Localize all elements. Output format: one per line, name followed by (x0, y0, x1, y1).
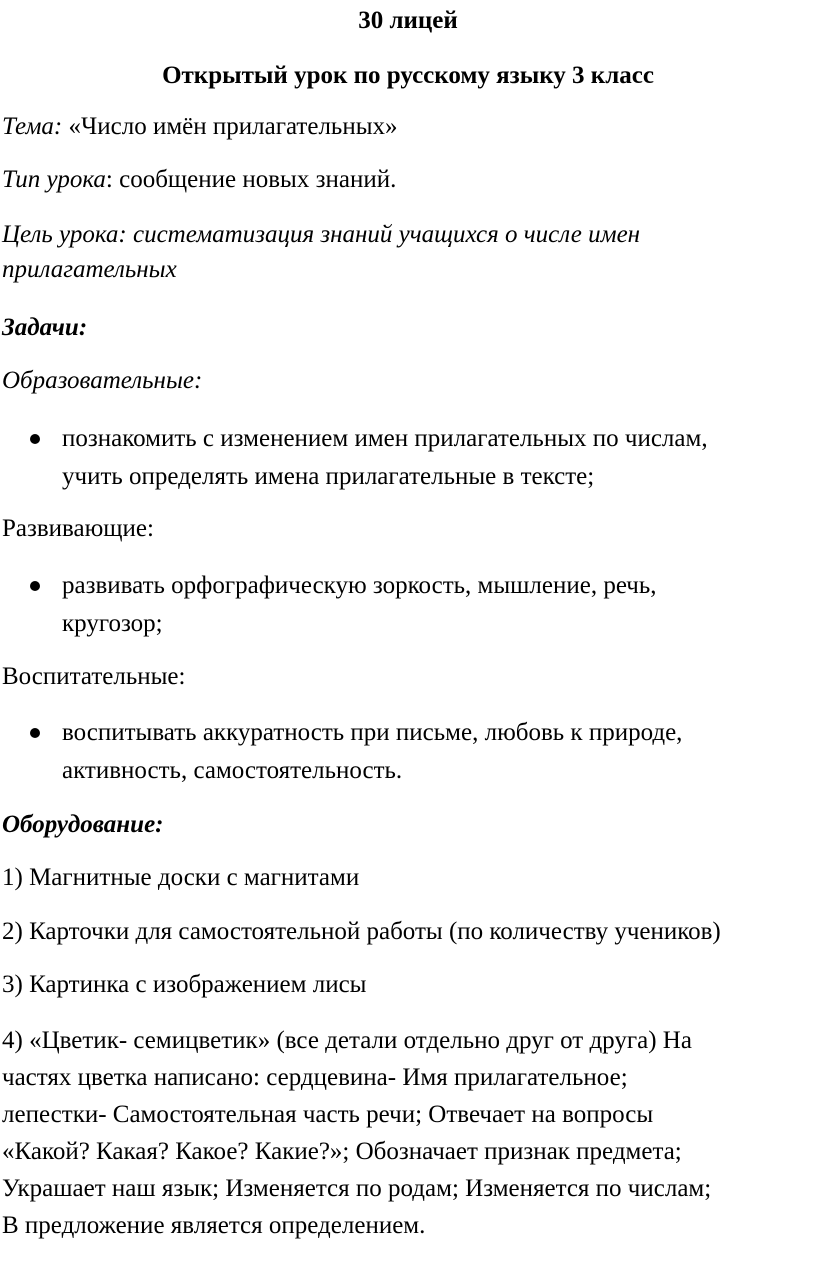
equipment-item-4-line-4: «Какой? Какая? Какое? Какие?»; Обозначает признак предмета; (2, 1138, 682, 1165)
document-title: Открытый урок по русскому языку 3 класс (162, 62, 654, 89)
developing-item-line-1: развивать орфографическую зоркость, мышление, речь, (62, 572, 657, 599)
developing-item-line-2: кругозор; (62, 610, 163, 637)
equipment-heading: Оборудование: (2, 811, 164, 838)
equipment-item-3: 3) Картинка с изображением лисы (2, 971, 367, 998)
educational-item-line-1: познакомить с изменением имен прилагательных по числам, (62, 425, 708, 452)
goal-line-2: прилагательных (2, 256, 177, 283)
upbringing-item-line-1: воспитывать аккуратность при письме, любовь к природе, (62, 719, 683, 746)
educational-bullet (0, 420, 808, 500)
equipment-item-4-line-2: частях цветка написано: сердцевина- Имя прилагательное; (2, 1064, 628, 1091)
upbringing-bullet (0, 714, 808, 794)
bullet-icon (30, 728, 40, 738)
lesson-type-label: Тип урока (2, 166, 106, 193)
developing-item (62, 567, 808, 643)
lesson-type-line (2, 161, 808, 199)
topic-line (2, 108, 808, 146)
equipment-item-4-line-1: 4) «Цветик- семицветик» (все детали отдельно друг от друга) На (2, 1027, 692, 1054)
equipment-item-4-line-5: Украшает наш язык; Изменяется по родам; Изменяется по числам; (2, 1175, 712, 1202)
educational-label: Образовательные: (2, 367, 203, 394)
tasks-heading: Задачи: (2, 314, 88, 341)
lesson-type-value: : сообщение новых знаний. (105, 166, 397, 193)
equipment-item-2: 2) Карточки для самостоятельной работы (по количеству учеников) (2, 918, 721, 945)
topic-value: «Число имён прилагательных» (62, 113, 398, 140)
developing-bullet (0, 567, 808, 647)
bullet-icon (30, 581, 40, 591)
educational-item (62, 420, 808, 496)
upbringing-item-line-2: активность, самостоятельность. (62, 757, 403, 784)
developing-label: Развивающие: (2, 515, 154, 542)
school-name: 30 лицей (358, 7, 458, 34)
equipment-item-4-line-6: В предложение является определением. (2, 1212, 426, 1239)
upbringing-label: Воспитательные: (2, 663, 186, 690)
educational-item-line-2: учить определять имена прилагательные в тексте; (62, 463, 595, 490)
equipment-item-1: 1) Магнитные доски с магнитами (2, 864, 360, 891)
bullet-icon (30, 434, 40, 444)
equipment-item-4-line-3: лепестки- Самостоятельная часть речи; Отвечает на вопросы (2, 1101, 654, 1128)
topic-label: Тема: (2, 113, 63, 140)
goal-line-1: Цель урока: систематизация знаний учащихся о числе имен (2, 221, 641, 248)
upbringing-item (62, 714, 808, 790)
